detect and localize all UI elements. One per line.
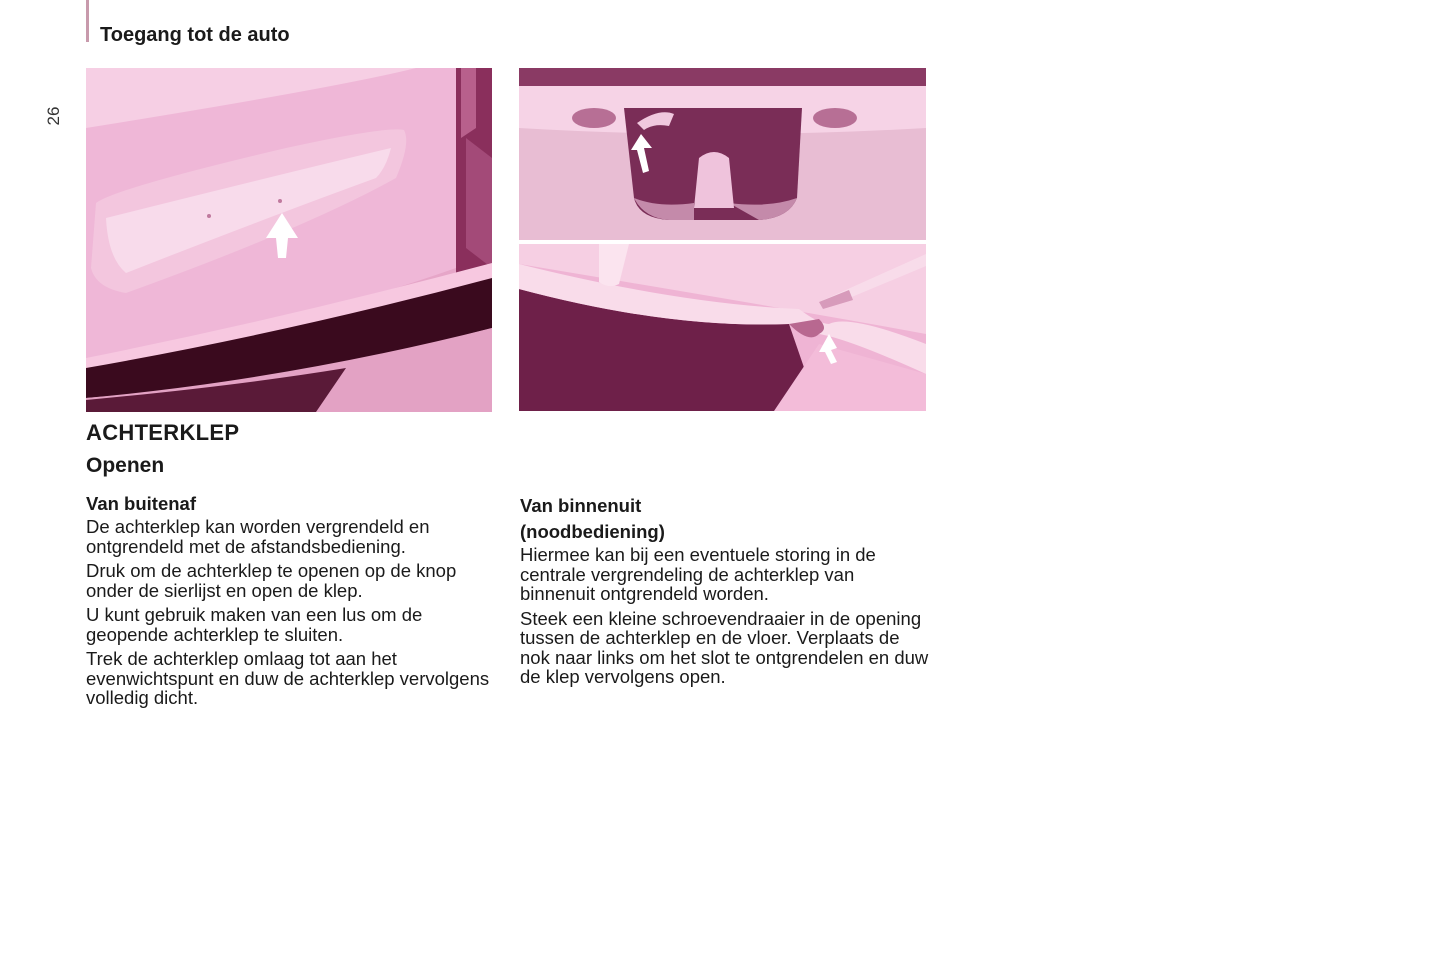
inside-section bbox=[520, 493, 930, 692]
outside-paragraph: Trek de achterklep omlaag tot aan het evenwichtspunt en duw de achterklep vervolgens volledig dicht. bbox=[86, 648, 490, 708]
outside-paragraph: Druk om de achterklep te openen op de knop onder de sierlijst en open de klep. bbox=[86, 560, 457, 601]
inside-paragraph: Steek een kleine schroevendraaier in de opening tussen de achterklep en de vloer. Verplaats de nok naar links om het slot te ontgrendelen en duw de klep vervolgens open. bbox=[520, 607, 929, 687]
outside-section bbox=[86, 491, 496, 713]
section-accent-bar bbox=[86, 0, 89, 42]
inside-paragraph: Hiermee kan bij een eventuele storing in de centrale vergrendeling de achterklep van binnenuit ontgrendeld worden. bbox=[520, 544, 876, 604]
page-number: 26 bbox=[44, 106, 63, 126]
outside-paragraph: U kunt gebruik maken van een lus om de geopende achterklep te sluiten. bbox=[86, 604, 423, 645]
tailgate-lock-illustration bbox=[519, 68, 926, 240]
outside-paragraph: De achterklep kan worden vergrendeld en ontgrendeld met de afstandsbediening. bbox=[86, 516, 430, 557]
inside-title-note: (noodbediening) bbox=[520, 521, 665, 542]
inside-title: Van binnenuit bbox=[520, 495, 642, 516]
heading-achterklep: ACHTERKLEP bbox=[86, 420, 240, 445]
outside-title: Van buitenaf bbox=[86, 493, 196, 514]
screwdriver-release-illustration bbox=[519, 244, 926, 411]
section-title: Toegang tot de auto bbox=[100, 24, 290, 46]
subheading-openen: Openen bbox=[86, 454, 165, 477]
tailgate-exterior-illustration bbox=[86, 68, 492, 412]
